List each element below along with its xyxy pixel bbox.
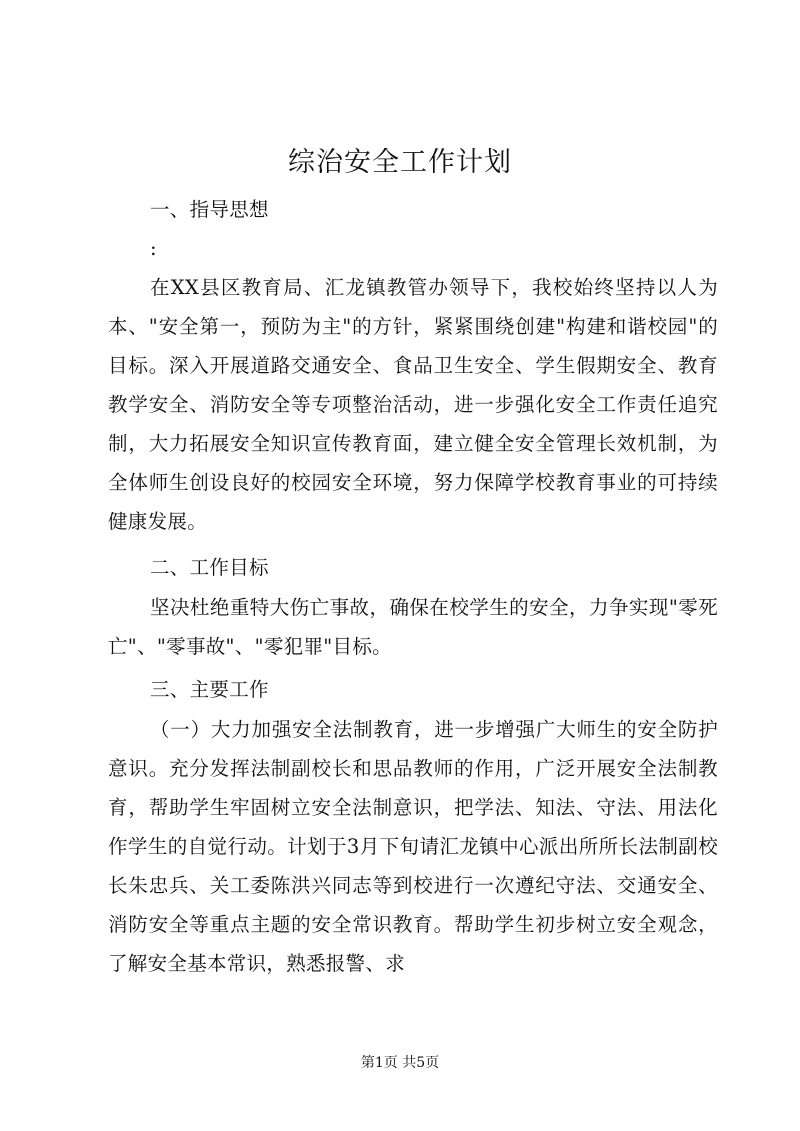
document-title: 综治安全工作计划 xyxy=(288,147,512,178)
section-heading-main-work: 三、主要工作 xyxy=(150,678,269,701)
paragraph-main-work: （一）大力加强安全法制教育，进一步增强广大师生的安全防护意识。充分发挥法制副校长和思品教师的作用，广泛开展安全法制教育，帮助学生牢固树立安全法制意识，把学法、知法、守法、用法化作学生的自觉行动。计划于3月下旬请汇龙镇中心派出所所长法制副校长朱忠兵、关工委陈洪兴同志等到校进行一次遵纪守法、交通安全、消防安全等重点主题的安全常识教育。帮助学生初步树立安全观念，了解安全基本常识，熟悉报警、求 xyxy=(108,718,718,975)
paragraph-work-goal: 坚决杜绝重特大伤亡事故，确保在校学生的安全，力争实现"零死亡"、"零事故"、"零犯罪"目标。 xyxy=(108,596,718,658)
section-heading-guiding-thought: 一、指导思想 xyxy=(150,198,269,221)
paragraph-guiding-thought: 在XX县区教育局、汇龙镇教管办领导下，我校始终坚持以人为本、"安全第一，预防为主"的方针，紧紧围绕创建"构建和谐校园"的目标。深入开展道路交通安全、食品卫生安全、学生假期安全、教育教学安全、消防安全等专项整治活动，进一步强化安全工作责任追究制，大力拓展安全知识宣传教育面，建立健全安全管理长效机制，为全体师生创设良好的校园安全环境，努力保障学校教育事业的可持续健康发展。 xyxy=(108,276,718,533)
section-heading-work-goal: 二、工作目标 xyxy=(150,556,269,579)
page-footer: 第1页 共5页 xyxy=(360,1055,440,1071)
colon-line: : xyxy=(150,237,157,260)
